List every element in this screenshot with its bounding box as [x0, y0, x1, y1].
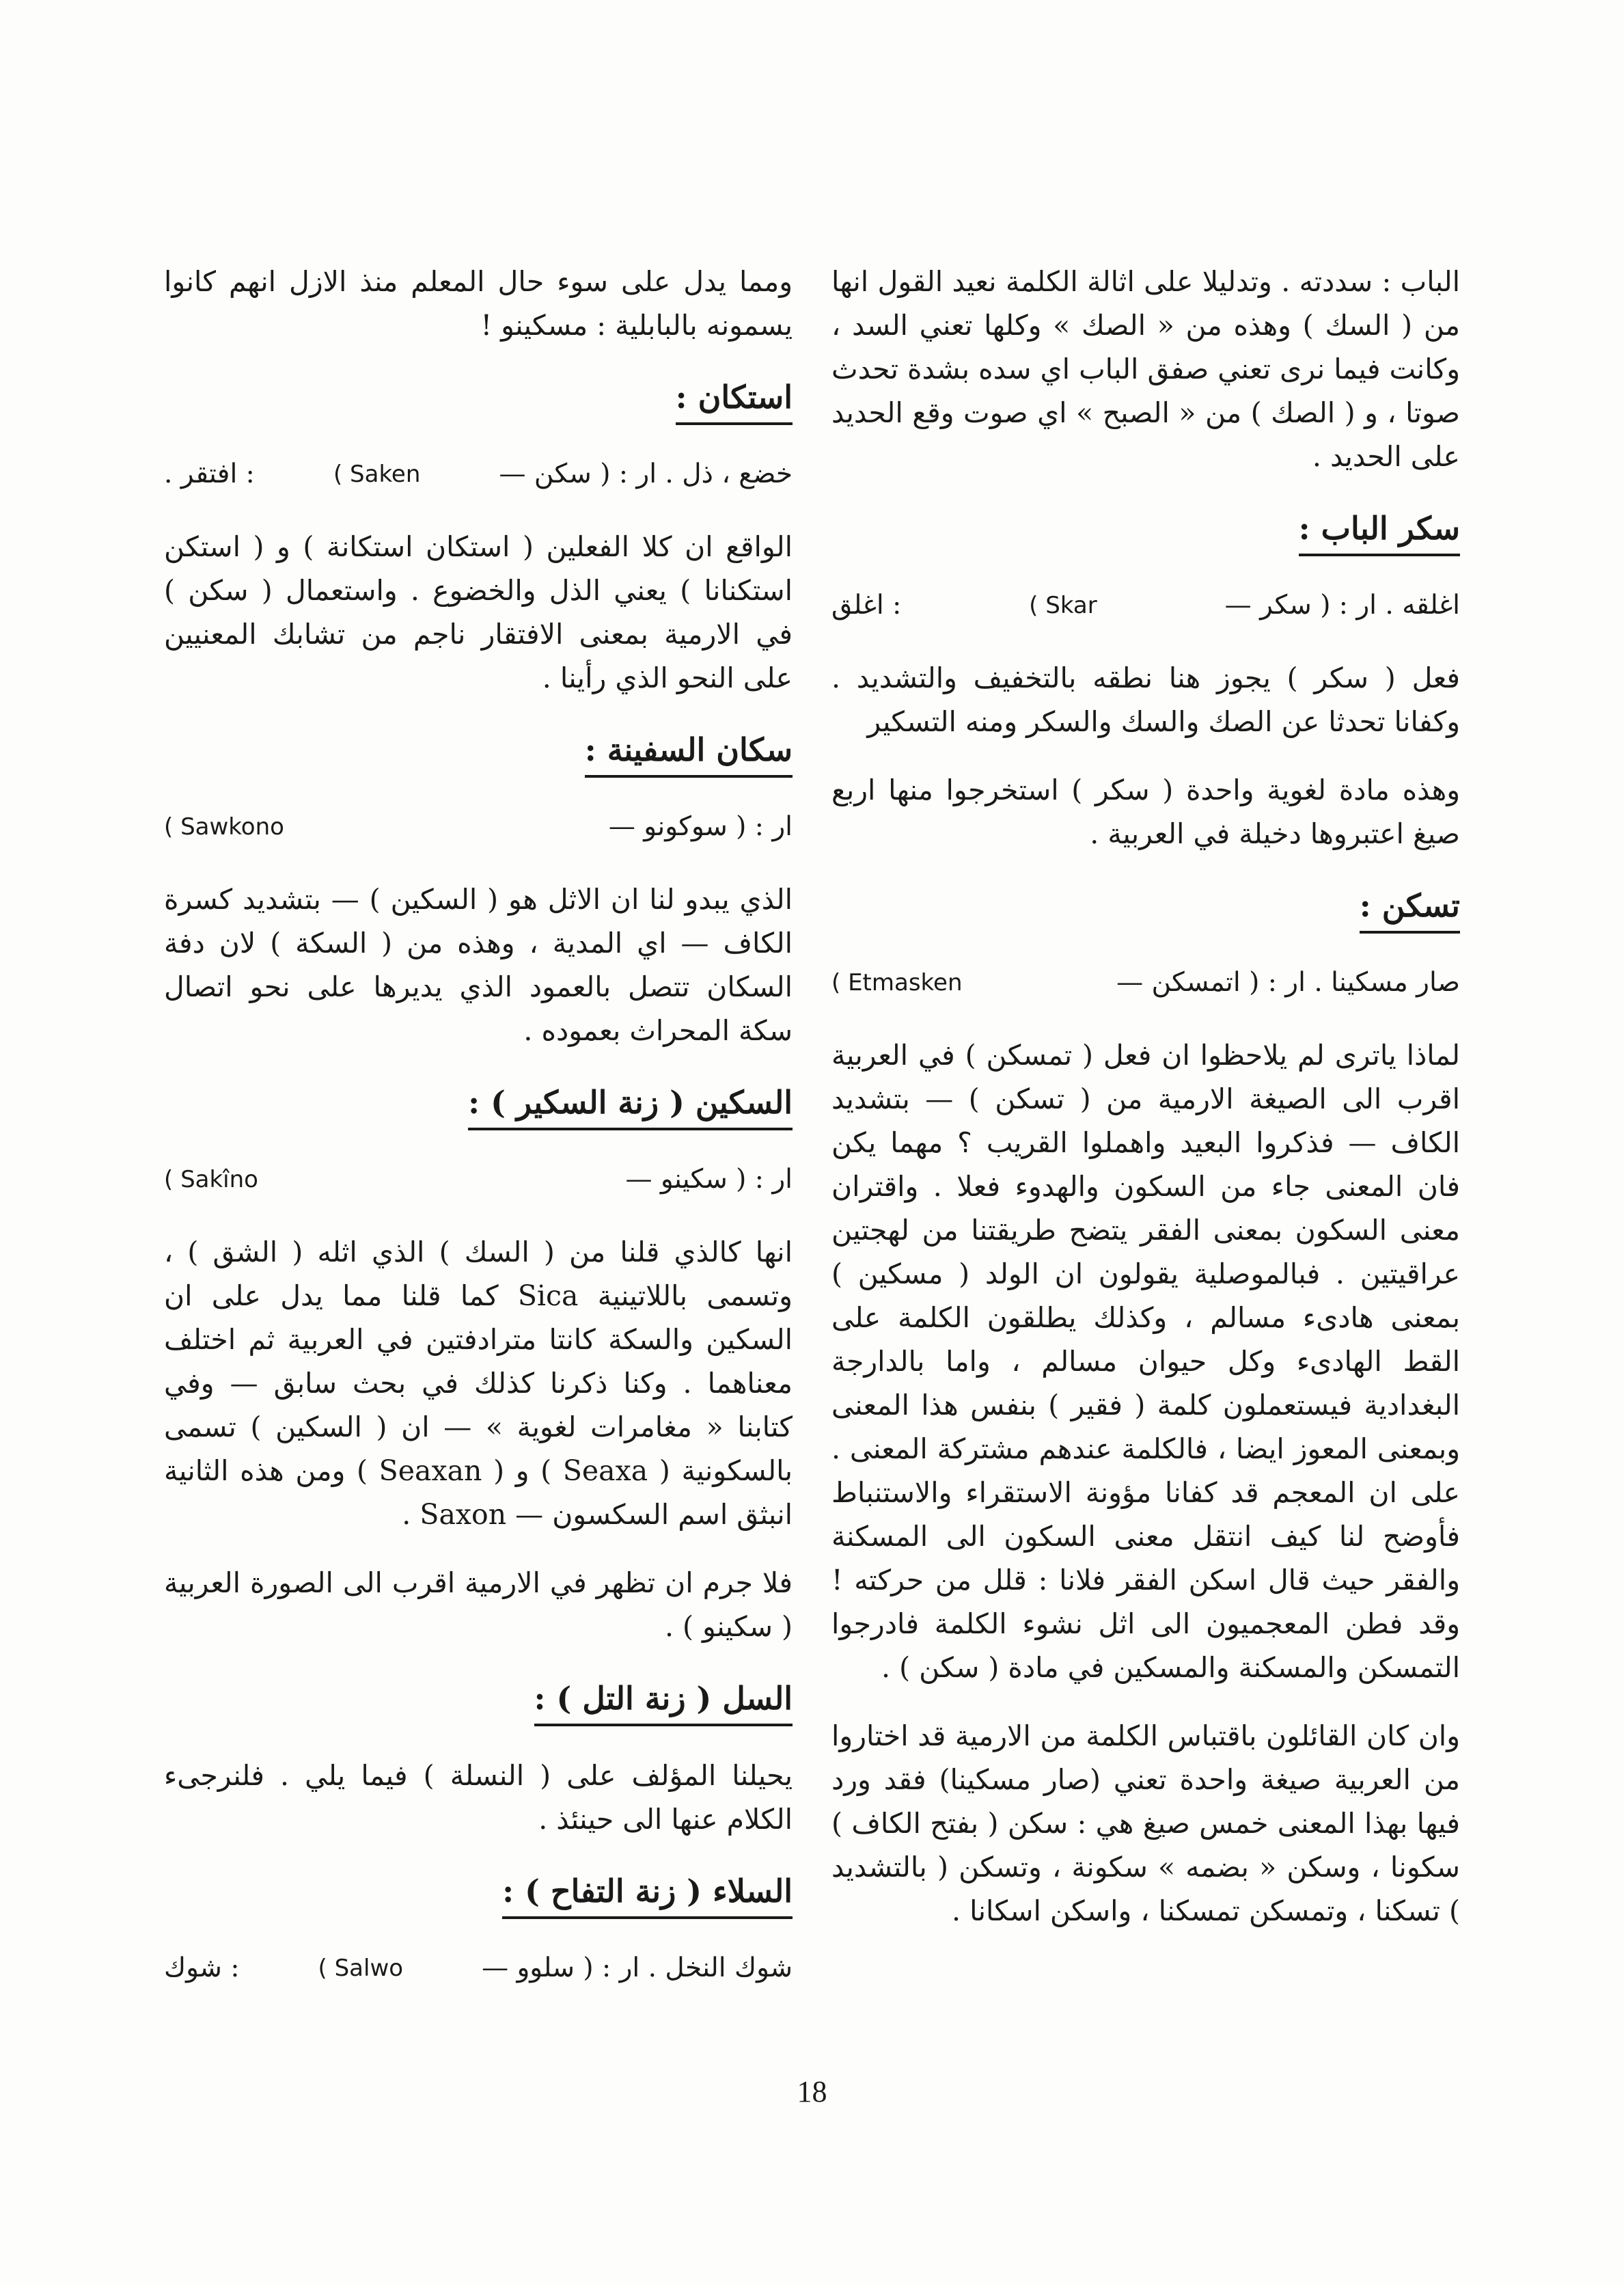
paragraph: الذي يبدو لنا ان الاثل هو ( السكين ) — بتشديد كسرة الكاف — اي المدية ، وهذه من ( السكة ) لان دفة السكان تتصل بالعمود الذي يديرها على نحو اتصال سكة المحراث بعموده . — [164, 883, 793, 1047]
paragraph: لماذا ياترى لم يلاحظوا ان فعل ( تمسكن ) في العربية اقرب الى الصيغة الارمية من ( تسكن ) — بتشديد الكاف — فذكروا البعيد واهملوا القريب ؟ مهما يكن فان المعنى جاء من السكون والهدوء فعلا . واقتران معنى السكون بمعنى الفقر يتضح طريقتنا من لهجتين عراقيتين . فبالموصلية يقولون ان الولد ( مسكين ) بمعنى هادىء مسالم ، وكذلك يطلقون الكلمة على القط الهادىء وكل حيوان مسالم ، واما بالدارجة البغدادية فيستعملون كلمة ( فقير ) بنفس هذا المعنى وبمعنى المعوز ايضا ، فالكلمة عندهم مشتركة المعنى . على ان المعجم قد كفانا مؤونة الاستقراء والاستنباط فأوضح لنا كيف انتقل معنى السكون الى المسكنة والفقر حيث قال اسكن الفقر فلانا : قلل من حركته ! وقد فطن المعجميون الى اثل نشوء الكلمة فادرجوا التمسكن والمسكنة والمسكين في مادة ( سكن ) . — [831, 1039, 1460, 1684]
etymology-line — [164, 1158, 793, 1201]
paragraph: وان كان القائلون باقتباس الكلمة من الارمية قد اختاروا من العربية صيغة واحدة تعني (صار مسكينا) فقد ورد فيها بهذا المعنى خمس صيغ هي : سكن ( بفتح الكاف ) سكونا ، وسكن « بضمه » سكونة ، وتسكن ( بالتشديد ) تسكنا ، وتمسكن تمسكنا ، واسكن اسكانا . — [831, 1719, 1460, 1927]
paragraph: الباب : سددته . وتدليلا على اثالة الكلمة نعيد القول انها من ( السك ) وهذه من « الصك » وكلها تعني السد ، وكانت فيما نرى تعني صفق الباب اي سده بشدة تحدث صوتا ، و ( الصك ) من « الصبح » اي صوت وقع الحديد على الحديد . — [831, 265, 1460, 473]
etymology-text: اغلقه . ار : ( سكر — — [1224, 590, 1460, 621]
paragraph: يحيلنا المؤلف على ( النسلة ) فيما يلي . فلنرجىء الكلام عنها الى حينئذ . — [164, 1759, 793, 1836]
etymology-line — [831, 584, 1460, 627]
etymology-meaning: : شوك — [164, 1953, 240, 1983]
paragraph: فلا جرم ان تظهر في الارمية اقرب الى الصورة العربية ( سكينو ) . — [164, 1566, 793, 1643]
etymology-text: شوك النخل . ار : ( سلوو — — [482, 1953, 793, 1983]
page-number: 18 — [797, 2075, 827, 2108]
etymology-text: ار : ( سوكونو — — [608, 811, 793, 842]
entry-heading-as-sikkin: السكين ( زنة السكير ) : — [468, 1081, 793, 1130]
paragraph: الواقع ان كلا الفعلين ( استكان استكانة ) و ( استكن استكنانا ) يعني الذل والخضوع . واستعمال ( سكن ) في الارمية بمعنى الافتقار ناجم من تشابك المعنيين على النحو الذي رأينا . — [164, 530, 793, 694]
etymology-text: صار مسكينا . ار : ( اتمسكن — — [1116, 967, 1460, 998]
latin-transliteration: ( Etmasken — [831, 969, 963, 996]
etymology-line — [831, 961, 1460, 1005]
latin-transliteration: ( Salwo — [318, 1955, 404, 1982]
entry-heading-as-sall: السل ( زنة التل ) : — [534, 1677, 793, 1726]
paragraph: فعل ( سكر ) يجوز هنا نطقه بالتخفيف والتشديد . وكفانا تحدثا عن الصك والسك والسكر ومنه التسكير — [831, 662, 1460, 738]
etymology-line — [164, 805, 793, 849]
entry-heading-as-sulla: السلاء ( زنة التفاح ) : — [502, 1870, 793, 1919]
latin-transliteration: ( Saken — [333, 461, 421, 488]
etymology-line — [164, 452, 793, 496]
left-column — [164, 260, 793, 2019]
etymology-meaning: : اغلق — [831, 590, 902, 621]
etymology-text: ار : ( سكينو — — [625, 1164, 793, 1195]
latin-transliteration: ( Skar — [1029, 592, 1097, 619]
entry-heading-istakana: استكان : — [676, 376, 793, 425]
latin-transliteration: ( Sakîno — [164, 1166, 258, 1193]
paragraph: ومما يدل على سوء حال المعلم منذ الازل انهم كانوا يسمونه بالبابلية : مسكينو ! — [164, 265, 793, 342]
latin-transliteration: ( Sawkono — [164, 813, 284, 841]
entry-heading-sukkan-as-safina: سكان السفينة : — [585, 729, 793, 778]
right-column — [831, 260, 1460, 1957]
entry-heading-tasakkun: تسكن : — [1360, 884, 1460, 934]
paragraph: انها كالذي قلنا من ( السك ) الذي اثله ( الشق ) ، وتسمى باللاتينية Sica كما قلنا مما يدل على ان السكين والسكة كانتا مترادفتين في العربية ثم اختلف معناهما . وكنا ذكرنا كذلك في بحث سابق — وفي كتابنا « مغامرات لغوية » — ان ( السكين ) تسمى بالسكونية ( Seaxa ) و ( Seaxan ) ومن هذه الثانية انبثق اسم السكسون — Saxon . — [164, 1236, 793, 1531]
etymology-text: خضع ، ذل . ار : ( سكن — — [499, 459, 793, 489]
entry-heading-sukkar-al-bab: سكر الباب : — [1299, 507, 1460, 556]
paragraph: وهذه مادة لغوية واحدة ( سكر ) استخرجوا منها اربع صيغ اعتبروها دخيلة في العربية . — [831, 774, 1460, 850]
etymology-line — [164, 1946, 793, 1990]
etymology-meaning: : افتقر . — [164, 459, 255, 489]
